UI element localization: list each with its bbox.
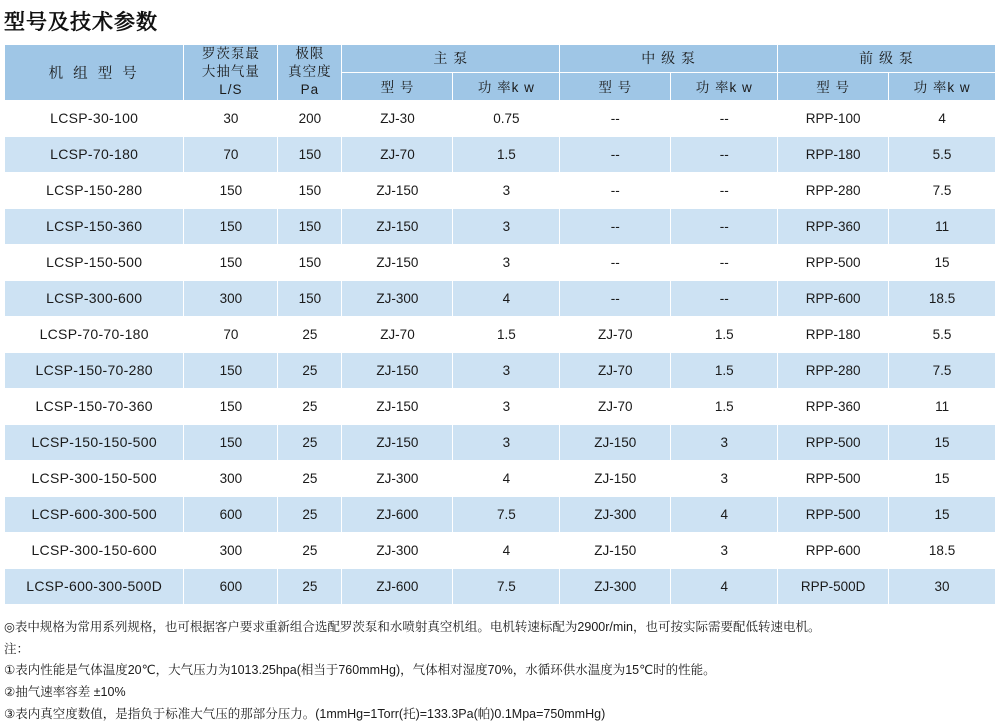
header-fore-type: 型 号 (778, 72, 889, 100)
cell-flow: 70 (184, 316, 278, 352)
cell-fore-type: RPP-500 (778, 244, 889, 280)
cell-vacuum: 25 (278, 532, 342, 568)
cell-fore-power: 15 (889, 424, 996, 460)
cell-flow: 150 (184, 208, 278, 244)
cell-model: LCSP-150-360 (5, 208, 184, 244)
cell-main-power: 0.75 (453, 100, 560, 136)
cell-mid-power: 1.5 (671, 388, 778, 424)
cell-fore-power: 30 (889, 568, 996, 604)
cell-main-type: ZJ-70 (342, 316, 453, 352)
cell-mid-type: ZJ-150 (560, 424, 671, 460)
header-roots-flow (184, 45, 278, 101)
header-vacuum-line1: 极限 (295, 46, 325, 61)
cell-main-type: ZJ-600 (342, 568, 453, 604)
note-item-1: ①表内性能是气体温度20℃，大气压力为1013.25hpa(相当于760mmHg)，气体相对湿度70%，水循环供水温度为15℃时的性能。 (4, 663, 716, 678)
cell-model: LCSP-150-150-500 (5, 424, 184, 460)
cell-flow: 150 (184, 424, 278, 460)
table-row (5, 100, 996, 136)
cell-fore-power: 15 (889, 496, 996, 532)
table-row (5, 352, 996, 388)
cell-vacuum: 25 (278, 388, 342, 424)
cell-mid-power: -- (671, 208, 778, 244)
cell-vacuum: 25 (278, 496, 342, 532)
cell-model: LCSP-70-180 (5, 136, 184, 172)
table-row (5, 424, 996, 460)
header-ultimate-vacuum (278, 45, 342, 101)
cell-main-power: 3 (453, 388, 560, 424)
cell-mid-power: 3 (671, 424, 778, 460)
table-row (5, 136, 996, 172)
cell-model: LCSP-30-100 (5, 100, 184, 136)
cell-main-power: 1.5 (453, 316, 560, 352)
header-mid-power: 功 率k w (671, 72, 778, 100)
cell-mid-power: -- (671, 100, 778, 136)
cell-main-power: 7.5 (453, 568, 560, 604)
cell-mid-type: ZJ-150 (560, 460, 671, 496)
cell-fore-type: RPP-180 (778, 136, 889, 172)
table-header-row-1 (5, 45, 996, 73)
table-row (5, 568, 996, 604)
cell-fore-power: 7.5 (889, 172, 996, 208)
table-row (5, 316, 996, 352)
cell-main-type: ZJ-300 (342, 280, 453, 316)
cell-vacuum: 150 (278, 208, 342, 244)
cell-fore-type: RPP-600 (778, 280, 889, 316)
cell-flow: 150 (184, 388, 278, 424)
cell-vacuum: 150 (278, 136, 342, 172)
cell-mid-type: ZJ-70 (560, 388, 671, 424)
cell-model: LCSP-150-70-280 (5, 352, 184, 388)
cell-fore-type: RPP-100 (778, 100, 889, 136)
table-row (5, 208, 996, 244)
cell-fore-type: RPP-360 (778, 208, 889, 244)
notes-section (4, 617, 1000, 726)
specification-table (4, 44, 996, 605)
header-roots-flow-line2: 大抽气量 (201, 64, 260, 80)
cell-fore-type: RPP-180 (778, 316, 889, 352)
header-group-mid-pump: 中 级 泵 (560, 45, 778, 73)
cell-main-power: 4 (453, 460, 560, 496)
cell-fore-power: 18.5 (889, 532, 996, 568)
note-item-3: ③表内真空度数值，是指负于标准大气压的那部分压力。(1mmHg=1Torr(托)=133.3Pa(帕)0.1Mpa=750mmHg) (4, 707, 606, 722)
cell-mid-type: ZJ-70 (560, 352, 671, 388)
cell-mid-type: -- (560, 172, 671, 208)
cell-fore-power: 7.5 (889, 352, 996, 388)
cell-mid-type: -- (560, 208, 671, 244)
note-item-2: ②抽气速率容差 ±10% (4, 685, 126, 700)
cell-mid-type: -- (560, 244, 671, 280)
note-lead: ◎表中规格为常用系列规格，也可根据客户要求重新组合选配罗茨泵和水喷射真空机组。电机转速标配为2900r/min，也可按实际需要配低转速电机。 (4, 619, 821, 634)
cell-main-power: 3 (453, 352, 560, 388)
spec-sheet-page (0, 6, 1000, 722)
table-head (5, 45, 996, 101)
table-row (5, 244, 996, 280)
cell-flow: 70 (184, 136, 278, 172)
cell-fore-power: 11 (889, 388, 996, 424)
cell-main-type: ZJ-300 (342, 460, 453, 496)
cell-flow: 150 (184, 244, 278, 280)
cell-vacuum: 150 (278, 244, 342, 280)
cell-flow: 150 (184, 352, 278, 388)
table-body (5, 100, 996, 604)
header-vacuum-line3: Pa (300, 82, 320, 98)
cell-model: LCSP-150-500 (5, 244, 184, 280)
cell-fore-type: RPP-600 (778, 532, 889, 568)
cell-mid-type: -- (560, 136, 671, 172)
cell-mid-power: 1.5 (671, 316, 778, 352)
cell-flow: 150 (184, 172, 278, 208)
cell-main-type: ZJ-150 (342, 208, 453, 244)
cell-main-type: ZJ-150 (342, 244, 453, 280)
cell-main-type: ZJ-70 (342, 136, 453, 172)
cell-fore-power: 11 (889, 208, 996, 244)
cell-model: LCSP-300-600 (5, 280, 184, 316)
cell-vacuum: 200 (278, 100, 342, 136)
cell-fore-type: RPP-280 (778, 172, 889, 208)
cell-mid-power: 3 (671, 532, 778, 568)
cell-main-power: 7.5 (453, 496, 560, 532)
cell-mid-power: 1.5 (671, 352, 778, 388)
header-vacuum-line2: 真空度 (288, 64, 332, 80)
cell-fore-power: 18.5 (889, 280, 996, 316)
cell-model: LCSP-600-300-500 (5, 496, 184, 532)
table-row (5, 280, 996, 316)
cell-main-type: ZJ-300 (342, 532, 453, 568)
header-group-main-pump: 主 泵 (342, 45, 560, 73)
cell-main-power: 3 (453, 424, 560, 460)
header-roots-flow-line1: 罗茨泵最 (201, 46, 260, 61)
cell-main-power: 3 (453, 172, 560, 208)
header-main-power: 功 率k w (453, 72, 560, 100)
cell-vacuum: 25 (278, 316, 342, 352)
cell-mid-power: 4 (671, 496, 778, 532)
cell-vacuum: 25 (278, 352, 342, 388)
table-row (5, 172, 996, 208)
cell-fore-type: RPP-500 (778, 460, 889, 496)
cell-fore-power: 15 (889, 244, 996, 280)
cell-mid-power: 4 (671, 568, 778, 604)
page-title: 型号及技术参数 (4, 11, 158, 34)
cell-mid-type: ZJ-300 (560, 496, 671, 532)
cell-fore-type: RPP-360 (778, 388, 889, 424)
cell-vacuum: 25 (278, 424, 342, 460)
cell-main-type: ZJ-150 (342, 424, 453, 460)
cell-model: LCSP-300-150-600 (5, 532, 184, 568)
cell-fore-power: 5.5 (889, 316, 996, 352)
cell-main-power: 4 (453, 532, 560, 568)
cell-main-type: ZJ-30 (342, 100, 453, 136)
cell-mid-power: -- (671, 280, 778, 316)
cell-model: LCSP-300-150-500 (5, 460, 184, 496)
cell-flow: 600 (184, 568, 278, 604)
cell-mid-power: -- (671, 136, 778, 172)
cell-fore-type: RPP-500 (778, 424, 889, 460)
cell-mid-power: -- (671, 244, 778, 280)
cell-model: LCSP-150-70-360 (5, 388, 184, 424)
cell-model: LCSP-600-300-500D (5, 568, 184, 604)
header-roots-flow-line3: L/S (219, 82, 243, 98)
cell-fore-power: 4 (889, 100, 996, 136)
cell-main-type: ZJ-150 (342, 172, 453, 208)
cell-main-type: ZJ-600 (342, 496, 453, 532)
table-row (5, 460, 996, 496)
cell-flow: 300 (184, 280, 278, 316)
cell-model: LCSP-150-280 (5, 172, 184, 208)
cell-model: LCSP-70-70-180 (5, 316, 184, 352)
cell-main-type: ZJ-150 (342, 388, 453, 424)
cell-mid-type: ZJ-70 (560, 316, 671, 352)
table-row (5, 496, 996, 532)
table-row (5, 532, 996, 568)
cell-mid-type: ZJ-300 (560, 568, 671, 604)
header-model: 机 组 型 号 (5, 45, 184, 101)
cell-vacuum: 150 (278, 172, 342, 208)
cell-main-power: 3 (453, 208, 560, 244)
cell-fore-power: 5.5 (889, 136, 996, 172)
cell-vacuum: 25 (278, 568, 342, 604)
cell-mid-power: -- (671, 172, 778, 208)
cell-fore-type: RPP-500 (778, 496, 889, 532)
cell-mid-type: -- (560, 100, 671, 136)
cell-flow: 300 (184, 532, 278, 568)
cell-mid-type: -- (560, 280, 671, 316)
header-main-type: 型 号 (342, 72, 453, 100)
header-mid-type: 型 号 (560, 72, 671, 100)
cell-fore-type: RPP-500D (778, 568, 889, 604)
cell-flow: 600 (184, 496, 278, 532)
note-label: 注： (4, 641, 30, 656)
cell-mid-power: 3 (671, 460, 778, 496)
cell-main-power: 3 (453, 244, 560, 280)
cell-main-power: 4 (453, 280, 560, 316)
header-fore-power: 功 率k w (889, 72, 996, 100)
cell-main-power: 1.5 (453, 136, 560, 172)
cell-flow: 30 (184, 100, 278, 136)
header-group-fore-pump: 前 级 泵 (778, 45, 996, 73)
cell-vacuum: 150 (278, 280, 342, 316)
cell-flow: 300 (184, 460, 278, 496)
cell-fore-power: 15 (889, 460, 996, 496)
cell-fore-type: RPP-280 (778, 352, 889, 388)
cell-vacuum: 25 (278, 460, 342, 496)
cell-mid-type: ZJ-150 (560, 532, 671, 568)
cell-main-type: ZJ-150 (342, 352, 453, 388)
table-row (5, 388, 996, 424)
